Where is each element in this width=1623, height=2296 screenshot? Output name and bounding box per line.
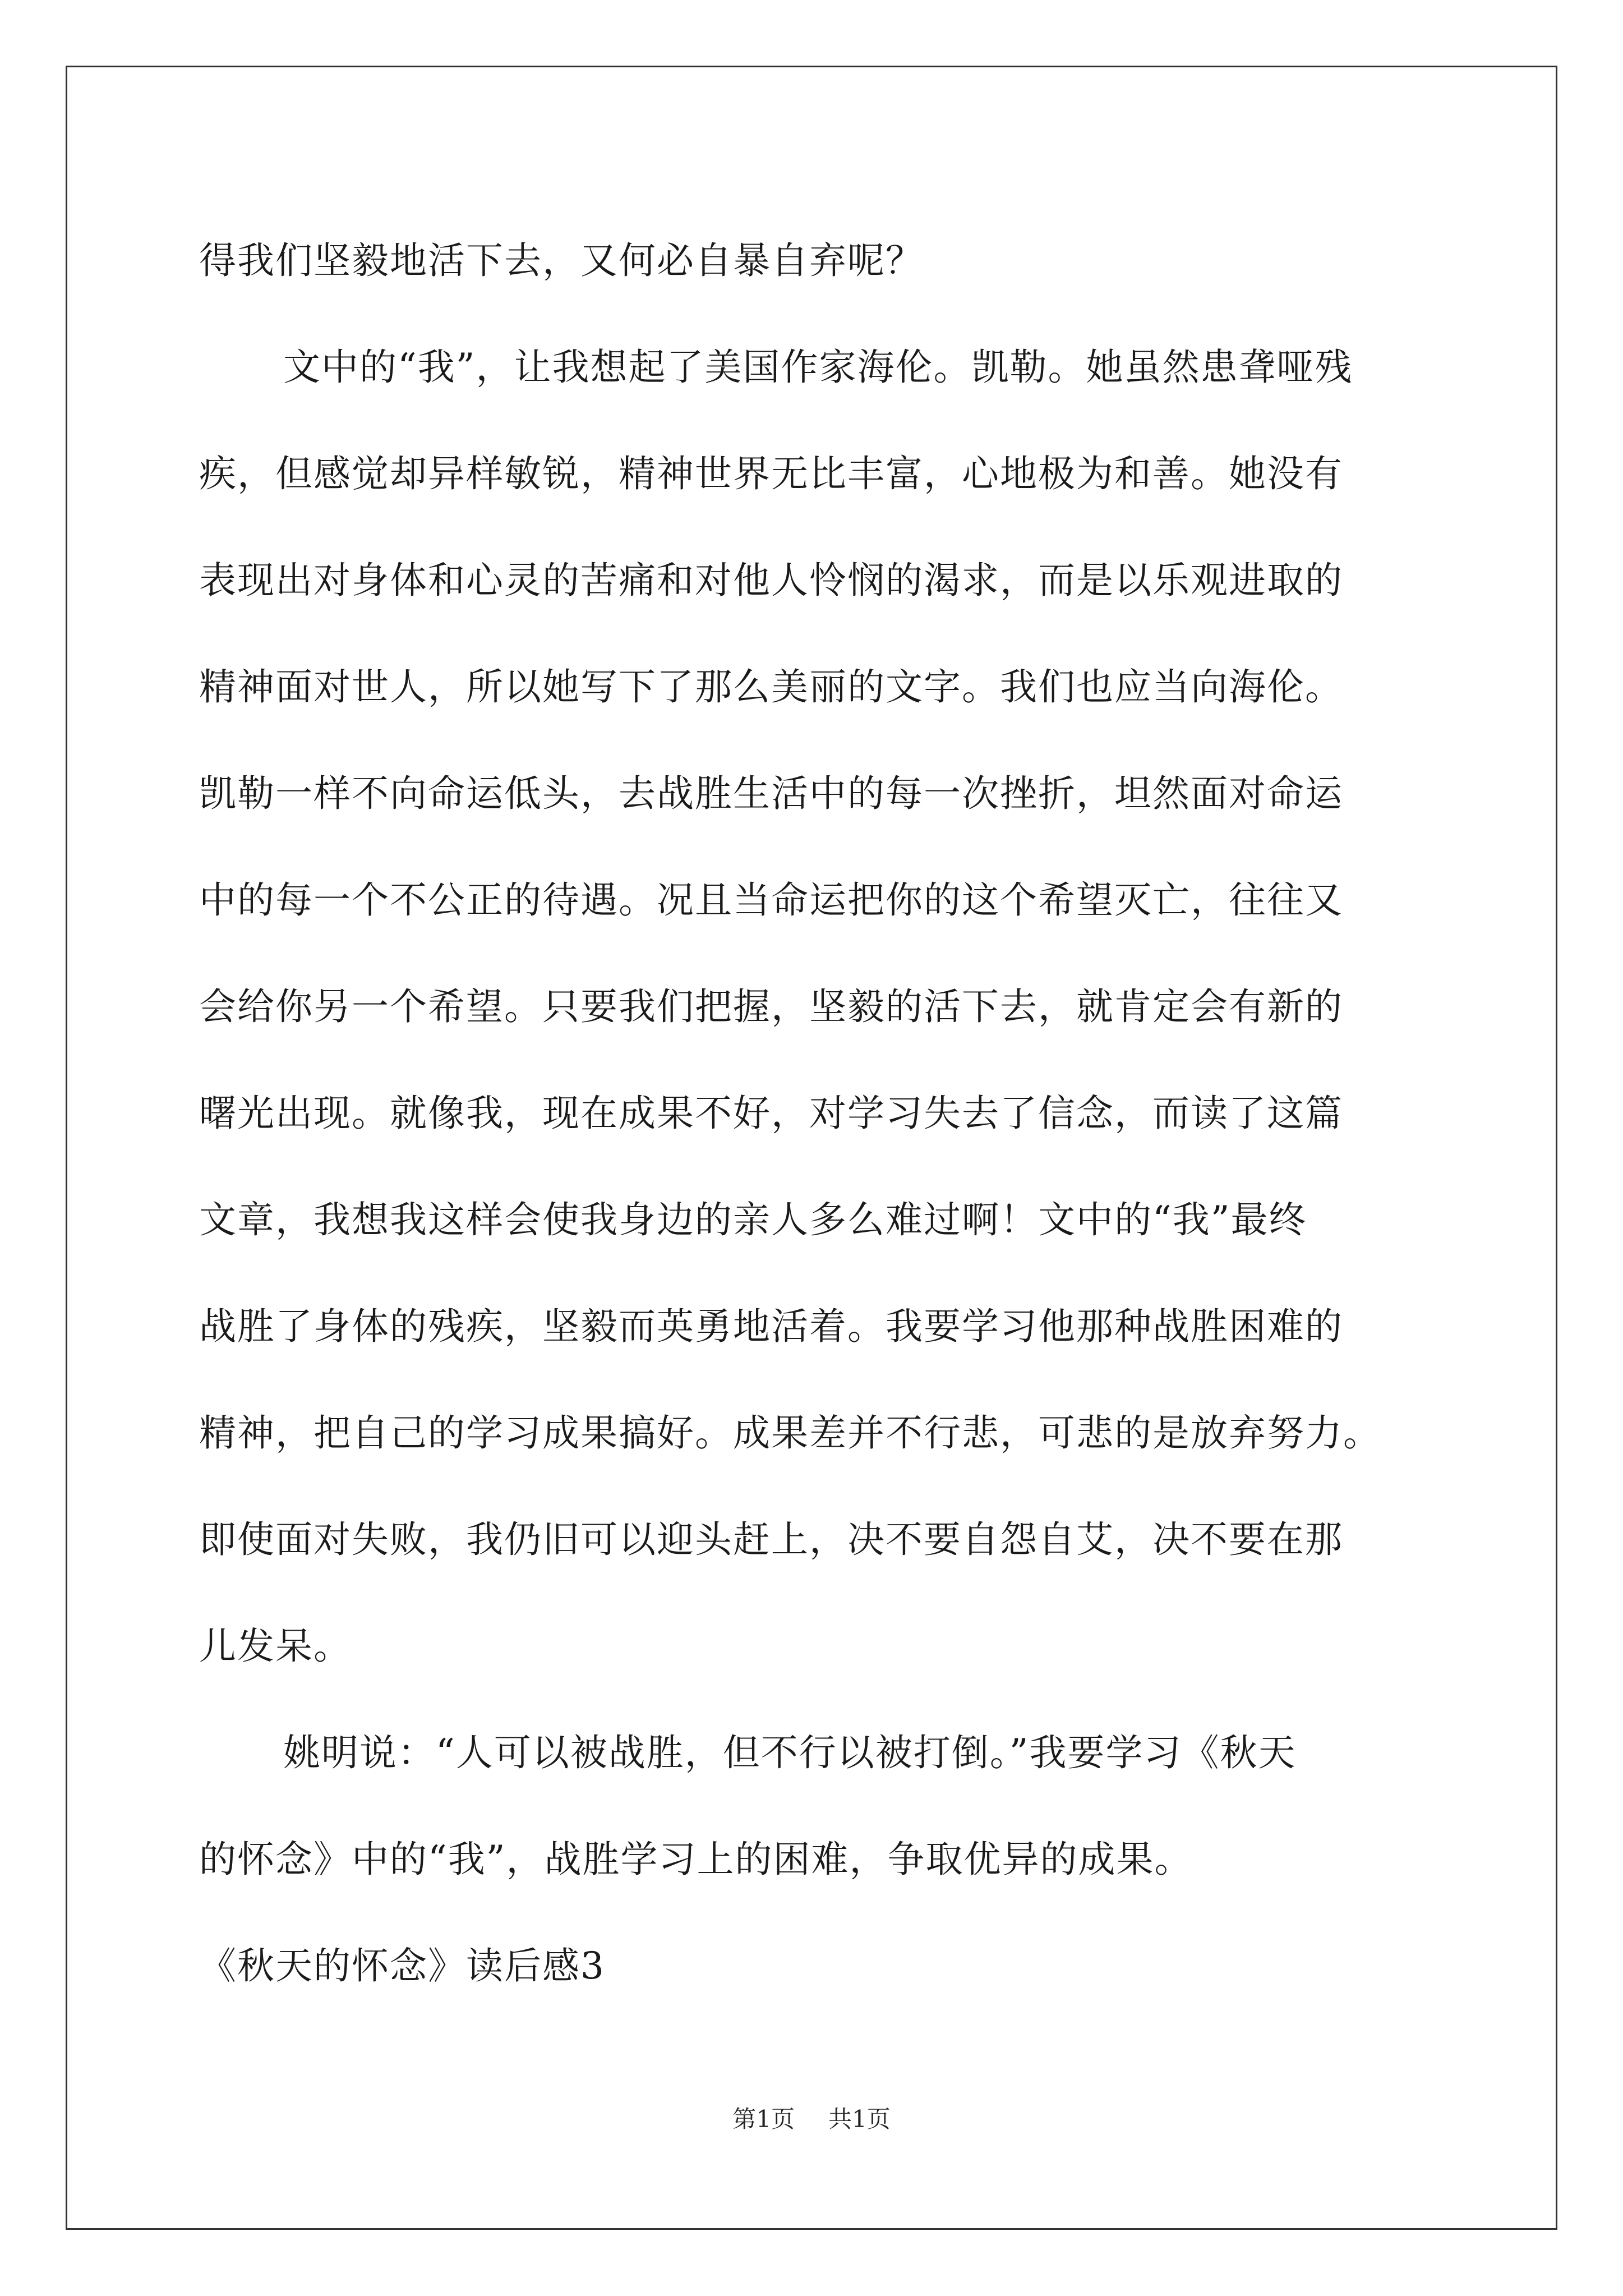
text-line: 战胜了身体的残疾，坚毅而英勇地活着。我要学习他那种战胜困难的 [199, 1305, 1343, 1348]
text-line: 得我们坚毅地活下去，又何必自暴自弃呢？ [199, 239, 924, 282]
text-line: 疾，但感觉却异样敏锐，精神世界无比丰富，心地极为和善。她没有 [199, 452, 1343, 495]
text-line: 凯勒一样不向命运低头，去战胜生活中的每一次挫折，坦然面对命运 [199, 772, 1343, 815]
text-line: 的怀念》中的“我”，战胜学习上的困难，争取优异的成果。 [199, 1838, 1193, 1881]
document-body [199, 208, 1455, 2019]
text-line: 曙光出现。就像我，现在成果不好，对学习失去了信念，而读了这篇 [199, 1092, 1343, 1135]
text-line: 中的每一个不公正的待遇。况且当命运把你的这个希望灭亡，往往又 [199, 878, 1343, 922]
paragraph-start-line: 姚明说：“人可以被战胜，但不行以被打倒。”我要学习《秋天 [283, 1731, 1297, 1774]
page-footer [0, 2101, 1623, 2134]
text-line: 精神，把自己的学习成果搞好。成果差并不行悲，可悲的是放弃努力。 [199, 1411, 1381, 1455]
text-line: 即使面对失败，我仍旧可以迎头赶上，决不要自怨自艾，决不要在那 [199, 1518, 1343, 1561]
page-number: 第1页 [732, 2105, 795, 2133]
paragraph-start-line: 文中的“我”，让我想起了美国作家海伦。凯勒。她虽然患聋哑残 [283, 346, 1353, 389]
text-line: 会给你另一个希望。只要我们把握，坚毅的活下去，就肯定会有新的 [199, 985, 1343, 1028]
page-total: 共1页 [828, 2105, 891, 2133]
text-line: 儿发呆。 [199, 1625, 352, 1668]
text-line: 精神面对世人，所以她写下了那么美丽的文字。我们也应当向海伦。 [199, 665, 1343, 708]
text-line: 表现出对身体和心灵的苦痛和对他人怜悯的渴求，而是以乐观进取的 [199, 559, 1343, 602]
section-heading: 《秋天的怀念》读后感3 [199, 1944, 605, 1987]
text-line: 文章，我想我这样会使我身边的亲人多么难过啊！文中的“我”最终 [199, 1198, 1307, 1241]
